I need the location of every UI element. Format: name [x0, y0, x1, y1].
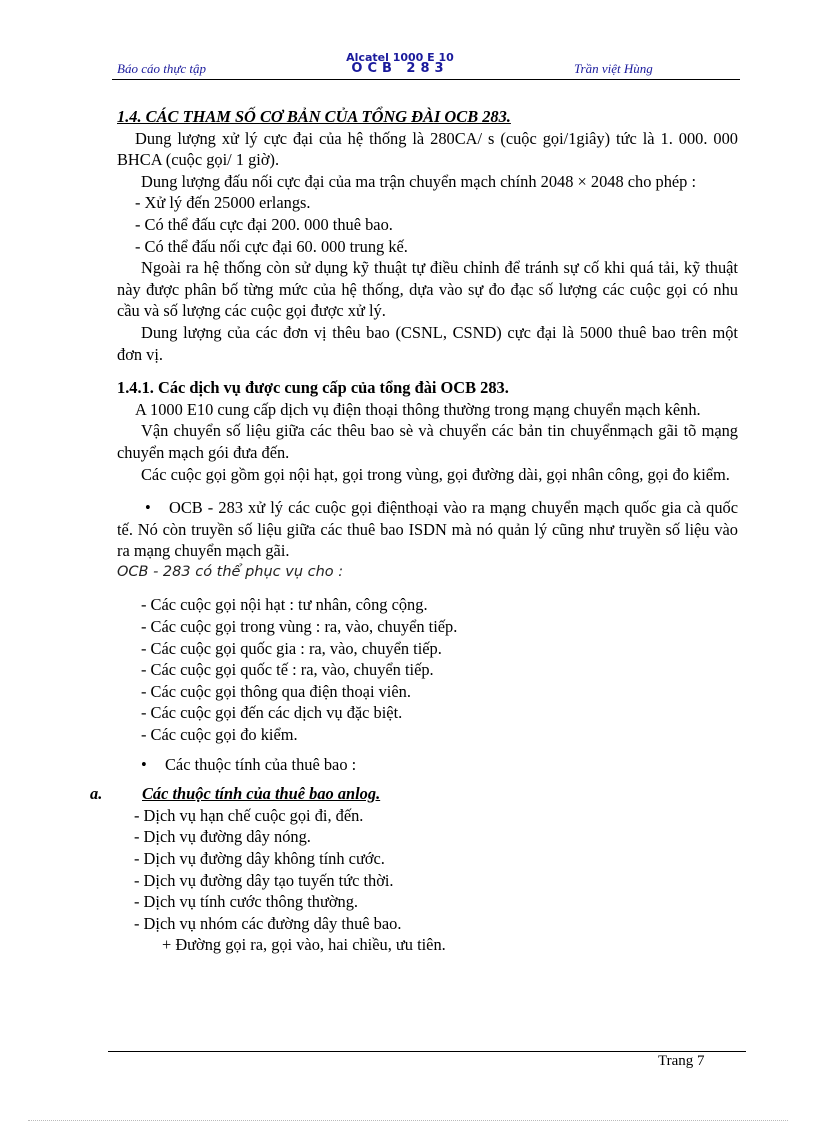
header-center-line2: OCB 283 — [351, 61, 449, 76]
list-item: - Các cuộc gọi nội hạt : tư nhân, công cộng. — [141, 595, 428, 615]
analog-services-list — [117, 805, 738, 956]
capacity-item: - Xử lý đến 25000 erlangs. — [135, 193, 311, 213]
call-types-list — [117, 594, 738, 745]
ocb-bullet-paragraph — [117, 497, 738, 562]
capacity-item: - Có thể đấu cực đại 200. 000 thuê bao. — [135, 214, 393, 234]
footer-rule — [108, 1051, 746, 1052]
intro-paragraph-1: Dung lượng xử lý cực đại của hệ thống là 280CA/ s (cuộc gọi/1giây) tức là 1. 000. 000 BHCA (cuộc gọi/ 1 giờ). — [117, 128, 738, 170]
list-item: - Dịch vụ hạn chế cuộc gọi đi, đến. — [134, 805, 364, 825]
section-a-letter: a. — [90, 784, 103, 804]
page-number: Trang 7 — [658, 1053, 705, 1069]
attributes-bullet — [117, 754, 738, 776]
units-paragraph: Dung lượng của các đơn vị thêu bao (CSNL, CSND) cực đại là 5000 thuê bao trên một đơn vị. — [117, 322, 738, 364]
section-a-heading — [90, 783, 738, 805]
services-paragraph-2: Vận chuyển số liệu giữa các thêu bao sè và chuyển các bản tin chuyểnmạch gãi tõ mạng chuyển mạch gói đưa đến. — [117, 421, 738, 462]
list-item: - Các cuộc gọi đến các dịch vụ đặc biệt. — [141, 703, 403, 723]
bullet-icon: • — [141, 754, 147, 774]
header-rule — [112, 79, 740, 80]
attributes-bullet-text: Các thuộc tính của thuê bao : — [165, 754, 357, 774]
section-a-title: Các thuộc tính của thuê bao anlog. — [142, 784, 381, 804]
list-item: - Dịch vụ tính cước thông thường. — [134, 892, 359, 912]
capacity-item: - Có thể đấu nối cực đại 60. 000 trung kế. — [135, 236, 408, 256]
list-item: - Dịch vụ đường dây nóng. — [134, 827, 311, 847]
services-paragraph-3: Các cuộc gọi gồm gọi nội hạt, gọi trong vùng, gọi đường dài, gọi nhân công, gọi đo kiểm. — [141, 464, 730, 484]
header-right: Trần việt Hùng — [574, 61, 653, 76]
header-center-line1: Alcatel 1000 E 10 — [346, 51, 454, 64]
list-item: - Dịch vụ đường dây tạo tuyến tức thời. — [134, 870, 394, 890]
list-item: - Dịch vụ nhóm các đường dây thuê bao. — [134, 913, 402, 933]
list-item: - Các cuộc gọi quốc tế : ra, vào, chuyển tiếp. — [141, 660, 434, 680]
list-item: - Dịch vụ đường dây không tính cước. — [134, 849, 385, 868]
page-content — [90, 106, 738, 956]
list-item: - Các cuộc gọi trong vùng : ra, vào, chuyển tiếp. — [141, 617, 458, 637]
ocb-bullet-text: OCB - 283 xử lý các cuộc gọi điệnthoại vào ra mạng chuyển mạch quốc gia cà quốc tế. Nó còn truyền số liệu giữa các thuê bao ISDN mà nó quản lý cũng như truyền số liệu vào ra mạng chuyển mạch gãi. — [117, 498, 738, 561]
intro-paragraph-2: Dung lượng đấu nối cực đại của ma trận chuyển mạch chính 2048 × 2048 cho phép : — [141, 171, 697, 191]
header-left: Báo cáo thực tập — [117, 61, 207, 76]
list-subitem: + Đường gọi ra, gọi vào, hai chiều, ưu tiên. — [162, 935, 446, 955]
list-item: - Các cuộc gọi đo kiểm. — [141, 725, 298, 745]
services-paragraph-1: A 1000 E10 cung cấp dịch vụ điện thoại thông thường trong mạng chuyển mạch kênh. — [135, 399, 701, 419]
regulation-paragraph: Ngoài ra hệ thống còn sử dụng kỹ thuật tự điều chỉnh để tránh sự cố khi quá tải, kỹ thuật này được phân bố từng mức của hệ thống, dựa vào sự đo đạc số lượng các cuộc gọi có nhu cầu và số lượng các cuộc gọi được xử lý. — [117, 258, 738, 321]
section-title: 1.4. CÁC THAM SỐ CƠ BẢN CỦA TỔNG ĐÀI OCB 283. — [117, 107, 511, 126]
list-item: - Các cuộc gọi quốc gia : ra, vào, chuyển tiếp. — [141, 638, 442, 658]
bullet-icon: • — [145, 498, 151, 518]
list-item: - Các cuộc gọi thông qua điện thoại viên. — [141, 681, 411, 701]
page-edge-divider — [28, 1120, 788, 1121]
header-center — [330, 52, 470, 74]
serve-label: OCB - 283 có thể phục vụ cho : — [117, 563, 344, 580]
subsection-title: 1.4.1. Các dịch vụ được cung cấp của tổng đài OCB 283. — [117, 378, 509, 398]
